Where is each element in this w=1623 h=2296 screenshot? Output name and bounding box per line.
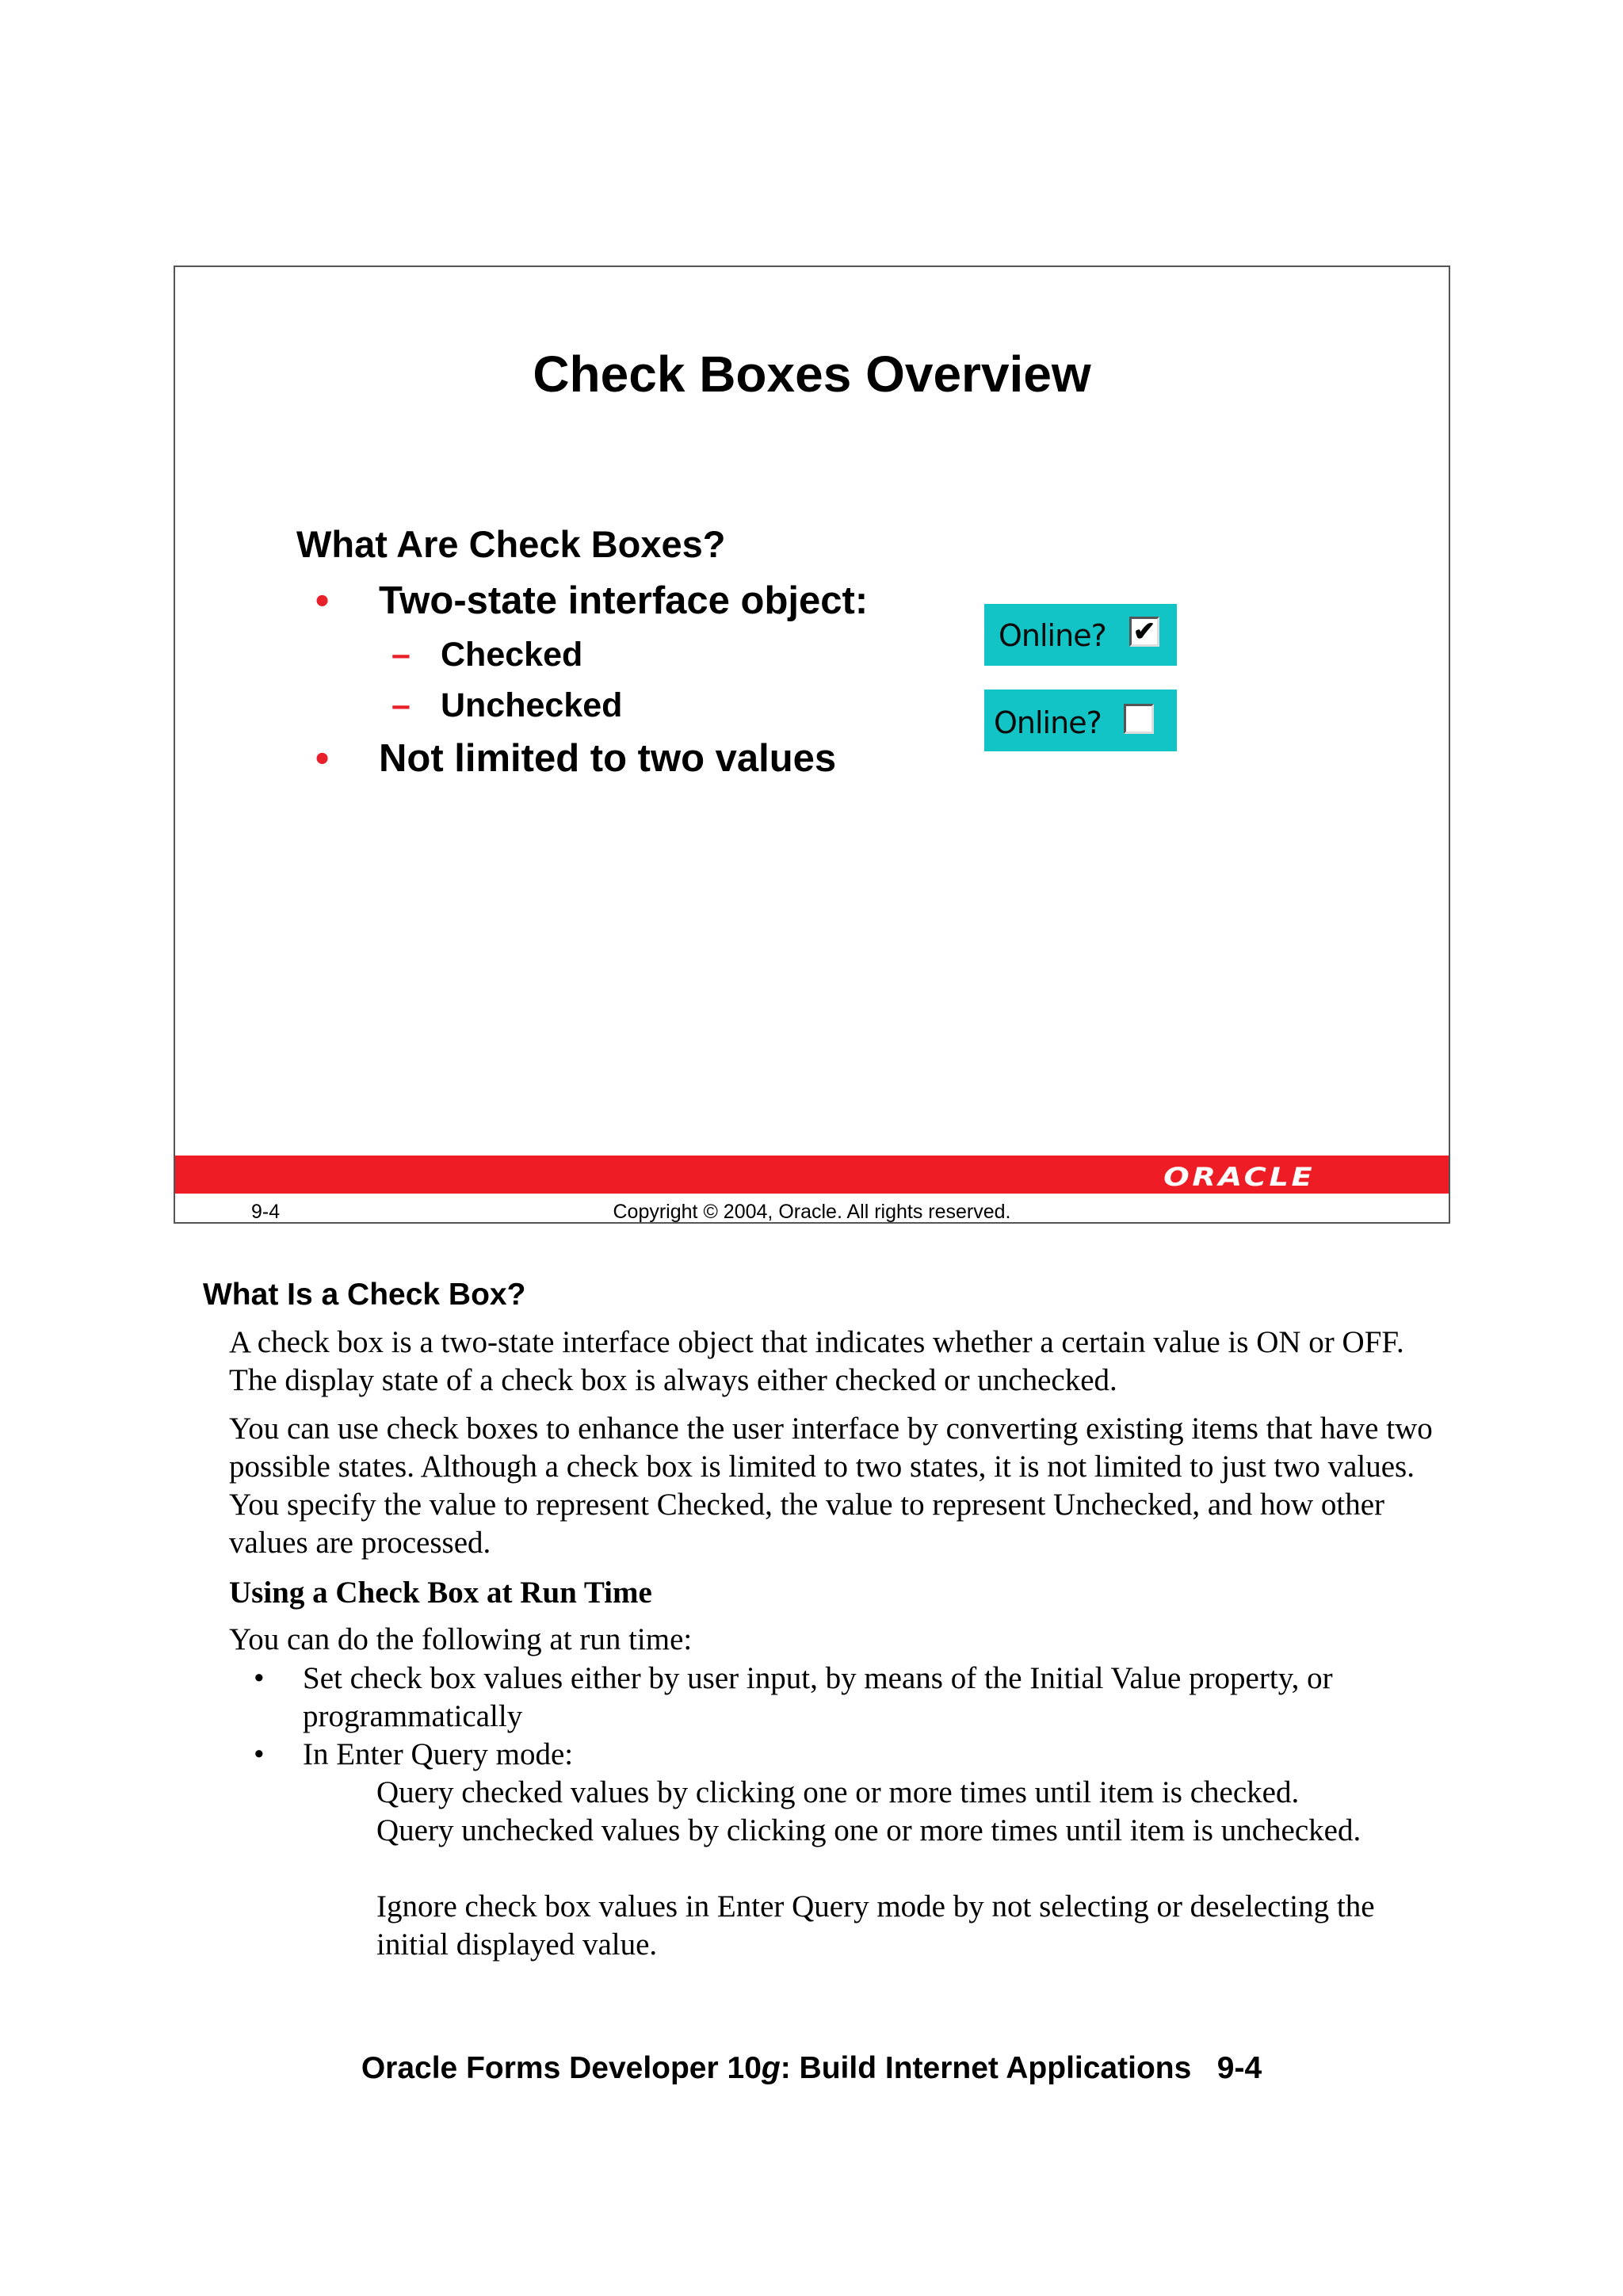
checkbox-example-checked[interactable]: [984, 604, 1177, 666]
list-item-text: Set check box values either by user input, by means of the Initial Value property, or programmatically: [303, 1661, 1333, 1733]
slide-bullet-2: [315, 736, 837, 781]
checkbox-example-unchecked[interactable]: [984, 690, 1177, 751]
sub-item-text: Query checked values by clicking one or more times until item is checked.: [376, 1775, 1300, 1809]
subbullet-dash: –: [391, 686, 411, 724]
notes-subheading: Using a Check Box at Run Time: [229, 1576, 652, 1610]
slide-subbullet-checked: [391, 636, 583, 674]
list-bullet: •: [254, 1737, 265, 1771]
slide-bullet-text: Two-state interface object:: [379, 579, 869, 622]
notes-sub-item: [376, 1812, 1430, 1850]
notes-sub-item: [376, 1888, 1430, 1964]
footer-title-prefix: Oracle Forms Developer 10: [361, 2051, 762, 2085]
notes-paragraph-2: You can use check boxes to enhance the user interface by converting existing items that have two possible states. Although a check box is limited to two states, it is not limited to just two values. You specify the value to represent Checked, the value to represent Unchecked, and how other values are processed.: [229, 1412, 1433, 1560]
slide-bullet-text: Not limited to two values: [379, 737, 837, 780]
checkbox-label: Online?: [999, 618, 1106, 653]
sub-item-text: Query unchecked values by clicking one or more times until item is unchecked.: [376, 1813, 1361, 1847]
subbullet-dash: –: [391, 636, 411, 674]
checkbox-label: Online?: [994, 705, 1102, 740]
checkbox-checked-icon[interactable]: ✔: [1129, 617, 1159, 647]
bullet-dot: •: [315, 579, 330, 622]
slide-title: Check Boxes Overview: [533, 346, 1091, 403]
slide-page-number: 9-4: [251, 1201, 281, 1223]
sub-item-text: Ignore check box values in Enter Query mode by not selecting or deselecting the initial displayed value.: [376, 1889, 1375, 1962]
oracle-logo: ORACLE: [1163, 1162, 1315, 1192]
footer-page-number: 9-4: [1216, 2051, 1262, 2085]
notes-list-item: [254, 1736, 1428, 1774]
notes-sub-item: [376, 1774, 1430, 1812]
notes-intro: You can do the following at run time:: [229, 1622, 693, 1656]
list-bullet: •: [254, 1661, 265, 1695]
list-item-text: In Enter Query mode:: [303, 1737, 574, 1771]
slide-frame: [174, 266, 1450, 1224]
slide-subheading: What Are Check Boxes?: [296, 523, 726, 565]
subbullet-text: Unchecked: [441, 686, 623, 724]
slide-subbullet-unchecked: [391, 686, 623, 725]
notes-paragraph-1: A check box is a two-state interface object that indicates whether a certain value is ON or OFF. The display state of a check box is always either checked or unchecked.: [229, 1325, 1404, 1397]
slide-copyright: Copyright © 2004, Oracle. All rights reserved.: [613, 1201, 1011, 1223]
footer-title-italic: g: [761, 2051, 781, 2085]
subbullet-text: Checked: [441, 636, 583, 674]
page-footer: [0, 2051, 1623, 2086]
footer-title-suffix: : Build Internet Applications: [780, 2051, 1192, 2085]
bullet-dot: •: [315, 737, 330, 780]
notes-heading: What Is a Check Box?: [203, 1278, 526, 1312]
slide-bullet-1: [315, 579, 869, 623]
notes-list-item: [254, 1660, 1428, 1736]
footer-red-bar: [175, 1156, 1449, 1194]
checkbox-unchecked-icon[interactable]: [1124, 704, 1154, 734]
